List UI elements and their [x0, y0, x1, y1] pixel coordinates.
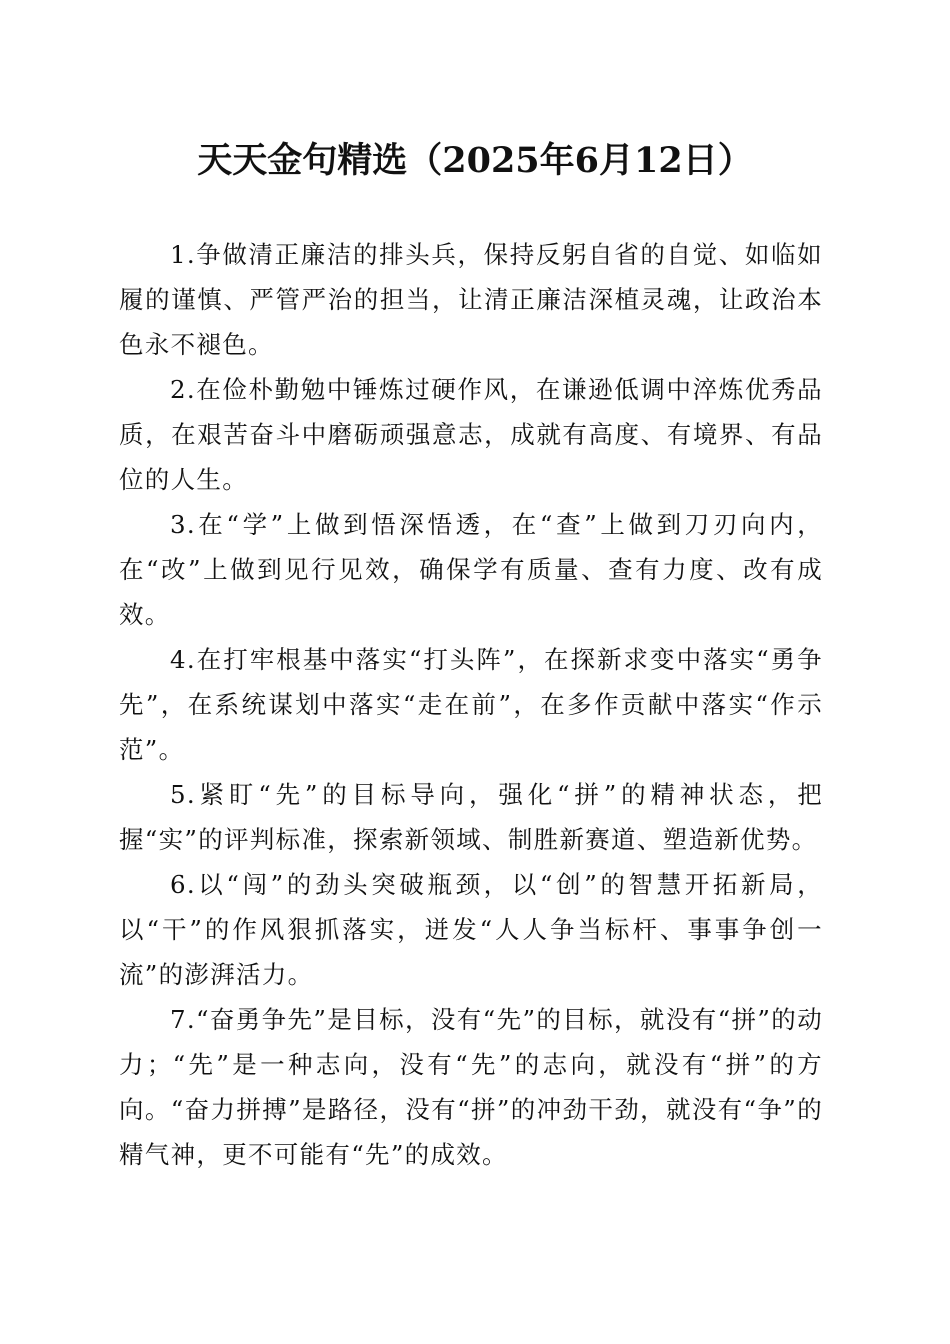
quote-paragraph-6: 6.以“闯”的劲头突破瓶颈，以“创”的智慧开拓新局，以“干”的作风狠抓落实，迸发“人人争当标杆、事事争创一流”的澎湃活力。: [119, 870, 823, 989]
quote-paragraph-2: 2.在俭朴勤勉中锤炼过硬作风，在谦逊低调中淬炼优秀品质，在艰苦奋斗中磨砺顽强意志，成就有高度、有境界、有品位的人生。: [119, 375, 823, 494]
quote-paragraph-3: 3.在“学”上做到悟深悟透，在“查”上做到刀刃向内，在“改”上做到见行见效，确保学有质量、查有力度、改有成效。: [119, 510, 823, 629]
document-body: [119, 232, 823, 1177]
quote-paragraph-4: 4.在打牢根基中落实“打头阵”，在探新求变中落实“勇争先”，在系统谋划中落实“走在前”，在多作贡献中落实“作示范”。: [119, 645, 823, 764]
quote-paragraph-7: 7.“奋勇争先”是目标，没有“先”的目标，就没有“拼”的动力；“先”是一种志向，没有“先”的志向，就没有“拼”的方向。“奋力拼搏”是路径，没有“拼”的冲劲干劲，就没有“争”的精气神，更不可能有“先”的成效。: [119, 1005, 823, 1169]
quote-paragraph-1: 1.争做清正廉洁的排头兵，保持反躬自省的自觉、如临如履的谨慎、严管严治的担当，让清正廉洁深植灵魂，让政治本色永不褪色。: [119, 240, 823, 359]
document-title: 天天金句精选（2025年6月12日）: [197, 140, 753, 181]
quote-paragraph-5: 5.紧盯“先”的目标导向，强化“拼”的精神状态，把握“实”的评判标准，探索新领域、制胜新赛道、塑造新优势。: [119, 780, 823, 854]
